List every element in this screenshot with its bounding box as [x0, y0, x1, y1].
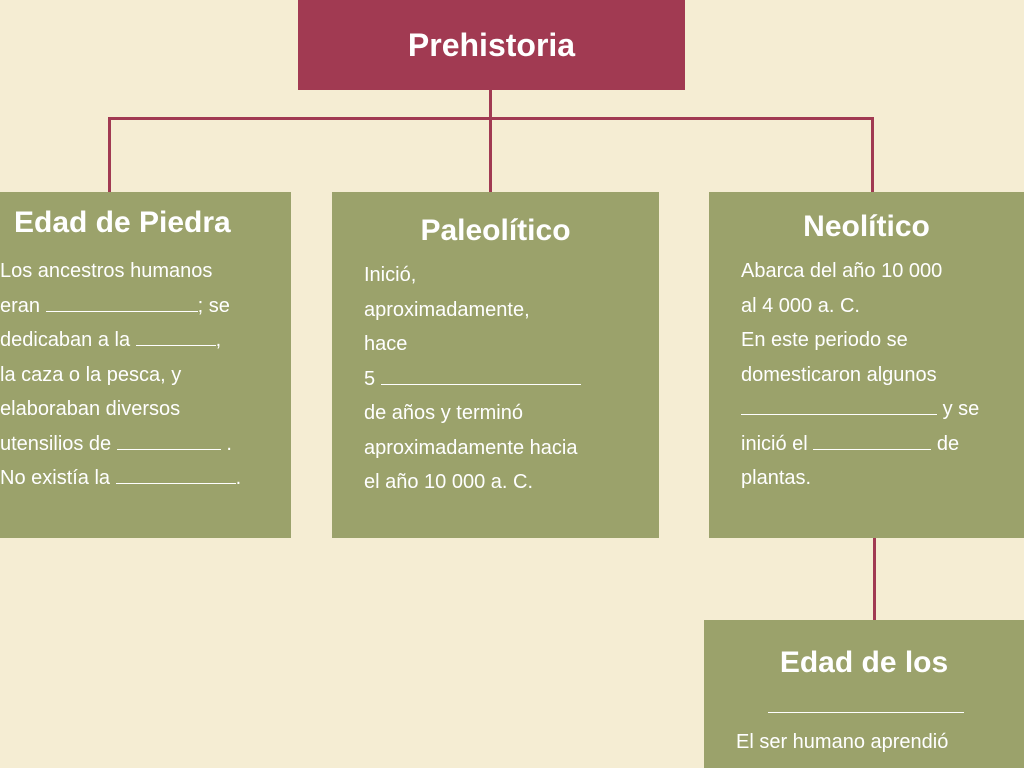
- text-line: Los ancestros humanos: [0, 260, 213, 282]
- blank-line: [117, 435, 221, 450]
- text-line: No existía la: [0, 467, 111, 489]
- text-line: domesticaron algunos: [741, 363, 937, 386]
- text-line: En este periodo se: [741, 329, 908, 351]
- blank-line: [813, 435, 931, 450]
- box-body-neolitico: [741, 254, 1024, 496]
- box-edad-de-piedra: [0, 192, 291, 538]
- text-line: y se: [942, 398, 980, 420]
- text-line: Abarca del año 10 000: [741, 260, 943, 282]
- box-neolitico: [709, 192, 1024, 538]
- text-line: elaboraban diversos: [0, 398, 181, 420]
- text-line: 5: [364, 367, 376, 390]
- connector-right-down: [871, 117, 874, 192]
- text-line: hace: [364, 333, 408, 355]
- box-paleolitico: [332, 192, 659, 538]
- connector-left-down: [108, 117, 111, 192]
- box-body-edad-de-piedra: [0, 254, 291, 496]
- text-line: de: [936, 432, 960, 455]
- text-line: ; se: [197, 294, 230, 317]
- box-title-paleolitico: Paleolítico: [420, 214, 571, 247]
- text-line: .: [235, 467, 242, 489]
- text-line: aproximadamente,: [364, 298, 530, 321]
- connector-root-down: [489, 90, 492, 192]
- text-line: de años y terminó: [364, 402, 523, 424]
- box-edad-de-los: [704, 620, 1024, 768]
- box-title-edad-de-piedra: Edad de Piedra: [14, 206, 231, 239]
- blank-line: [116, 469, 236, 484]
- text-line: utensilios de: [0, 432, 112, 455]
- box-title-edad-de-los: Edad de los: [779, 646, 949, 679]
- text-line: dedicaban a la: [0, 329, 131, 351]
- text-line: plantas.: [741, 467, 812, 489]
- blank-line: [741, 400, 937, 415]
- text-line: .: [226, 432, 232, 455]
- root-title: Prehistoria: [407, 26, 576, 63]
- blank-line: [768, 698, 964, 713]
- text-line: ,: [215, 329, 222, 351]
- box-body-paleolitico: [364, 258, 659, 500]
- text-line: inició el: [741, 432, 808, 455]
- root-node-prehistoria: [298, 0, 685, 90]
- text-line: El ser humano aprendió: [736, 730, 949, 753]
- connector-horizontal: [108, 117, 874, 120]
- box-body-edad-de-los: [736, 690, 1024, 759]
- text-line: el año 10 000 a. C.: [364, 471, 534, 493]
- blank-line: [381, 370, 581, 385]
- box-title-neolitico: Neolítico: [803, 210, 930, 243]
- text-line: Inició,: [364, 264, 417, 286]
- connector-neolitico-down: [873, 538, 876, 620]
- text-line: al 4 000 a. C.: [741, 294, 860, 317]
- blank-line: [46, 297, 198, 312]
- text-line: la caza o la pesca, y: [0, 363, 182, 386]
- text-line: eran: [0, 294, 41, 317]
- blank-line: [136, 331, 216, 346]
- text-line: aproximadamente hacia: [364, 436, 578, 459]
